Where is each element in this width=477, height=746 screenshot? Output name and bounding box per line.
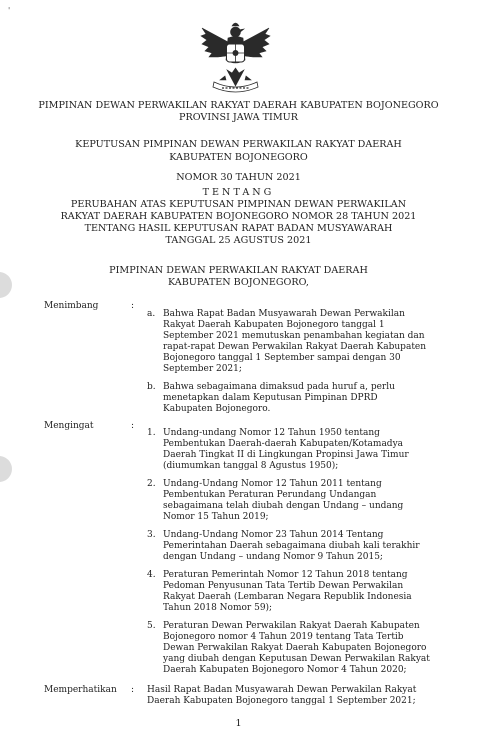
menimbang-marker-b: b. (147, 382, 156, 392)
menimbang-b-line-3: Kabupaten Bojonegoro. (163, 404, 271, 414)
menimbang-a-line-2: Rakyat Daerah Kabupaten Bojonegoro tanggal 1 (163, 320, 385, 330)
mengingat-4-line-1: Peraturan Pemerintah Nomor 12 Tahun 2018 tentang (163, 570, 408, 580)
mengingat-2-line-2: Pembentukan Peraturan Perundang Undangan (163, 490, 377, 500)
mengingat-1-line-1: Undang-undang Nomor 12 Tahun 1950 tentang (163, 428, 380, 438)
garuda-emblem-icon (198, 20, 273, 100)
mengingat-4-line-2: Pedoman Penyusunan Tata Tertib Dewan Perwakilan (163, 581, 404, 591)
menimbang-a-line-6: September 2021; (163, 364, 242, 374)
decree-title-line-1: KEPUTUSAN PIMPINAN DEWAN PERWAKILAN RAKYAT DAERAH (75, 139, 402, 150)
subject-line-3: TENTANG HASIL KEPUTUSAN RAPAT BADAN MUSYAWARAH (84, 223, 393, 234)
subject-line-2: RAKYAT DAERAH KABUPATEN BOJONEGORO NOMOR 28 TAHUN 2021 (60, 211, 417, 222)
decree-title-line-2: KABUPATEN BOJONEGORO (169, 152, 308, 163)
authority-line-1: PIMPINAN DEWAN PERWAKILAN RAKYAT DAERAH (109, 265, 368, 276)
memperhatikan-colon: : (131, 685, 135, 695)
mengingat-colon: : (131, 421, 135, 431)
decree-number: NOMOR 30 TAHUN 2021 (176, 172, 301, 183)
menimbang-a-line-1: Bahwa Rapat Badan Musyawarah Dewan Perwakilan (163, 309, 405, 319)
menimbang-a-line-5: Bojonegoro tanggal 1 September sampai dengan 30 (163, 353, 401, 363)
memperhatikan-line-2: Daerah Kabupaten Bojonegoro tanggal 1 September 2021; (147, 696, 416, 706)
mengingat-5-line-1: Peraturan Dewan Perwakilan Rakyat Daerah Kabupaten (163, 621, 420, 631)
mengingat-marker-2: 2. (147, 479, 156, 489)
mengingat-5-line-4: yang diubah dengan Keputusan Dewan Perwakilan Rakyat (163, 654, 430, 664)
subject-line-1: PERUBAHAN ATAS KEPUTUSAN PIMPINAN DEWAN PERWAKILAN (70, 199, 407, 210)
corner-mark: ' (8, 6, 11, 15)
mengingat-1-line-2: Pembentukan Daerah-daerah Kabupaten/Kotamadya (163, 439, 404, 449)
menimbang-a-line-3: September 2021 memutuskan penambahan kegiatan dan (163, 331, 425, 341)
menimbang-b-line-1: Bahwa sebagaimana dimaksud pada huruf a, perlu (163, 382, 395, 392)
menimbang-a-line-4: rapat-rapat Dewan Perwakilan Rakyat Daerah Kabupaten (163, 342, 427, 352)
mengingat-3-line-1: Undang-Undang Nomor 23 Tahun 2014 Tentang (163, 530, 384, 540)
menimbang-label: Menimbang (44, 301, 99, 311)
menimbang-b-line-2: menetapkan dalam Keputusan Pimpinan DPRD (163, 393, 378, 403)
memperhatikan-line-1: Hasil Rapat Badan Musyawarah Dewan Perwakilan Rakyat (147, 685, 417, 695)
mengingat-2-line-3: sebagaimana telah diubah dengan Undang – undang (163, 501, 404, 511)
punch-hole-icon (0, 456, 12, 482)
about-heading: TENTANG (202, 187, 275, 198)
page-number: 1 (235, 718, 242, 729)
mengingat-marker-5: 5. (147, 621, 156, 631)
mengingat-marker-3: 3. (147, 530, 156, 540)
mengingat-1-line-3: Daerah Tingkat II di Lingkungan Propinsi Jawa Timur (163, 450, 409, 460)
mengingat-label: Mengingat (44, 421, 94, 431)
mengingat-marker-4: 4. (147, 570, 156, 580)
mengingat-4-line-4: Tahun 2018 Nomor 59); (163, 603, 273, 613)
mengingat-4-line-3: Rakyat Daerah (Lembaran Negara Republik Indonesia (163, 592, 412, 602)
menimbang-marker-a: a. (147, 309, 156, 319)
institution-line-1: PIMPINAN DEWAN PERWAKILAN RAKYAT DAERAH KABUPATEN BOJONEGORO (38, 100, 439, 111)
mengingat-2-line-4: Nomor 15 Tahun 2019; (163, 512, 269, 522)
institution-line-2: PROVINSI JAWA TIMUR (179, 112, 298, 123)
memperhatikan-label: Memperhatikan (44, 685, 117, 695)
mengingat-1-line-4: (diumumkan tanggal 8 Agustus 1950); (163, 461, 339, 471)
mengingat-5-line-5: Daerah Kabupaten Bojonegoro Nomor 4 Tahun 2020; (163, 665, 407, 675)
mengingat-marker-1: 1. (147, 428, 156, 438)
mengingat-5-line-3: Dewan Perwakilan Rakyat Daerah Kabupaten Bojonegoro (163, 643, 427, 653)
mengingat-3-line-2: Pemerintahan Daerah sebagaimana diubah kali terakhir (163, 541, 420, 551)
subject-line-4: TANGGAL 25 AGUSTUS 2021 (165, 235, 312, 246)
mengingat-2-line-1: Undang-Undang Nomor 12 Tahun 2011 tentang (163, 479, 382, 489)
mengingat-3-line-3: dengan Undang – undang Nomor 9 Tahun 2015; (163, 552, 383, 562)
authority-line-2: KABUPATEN BOJONEGORO, (168, 277, 309, 288)
mengingat-5-line-2: Bojonegoro nomor 4 Tahun 2019 tentang Tata Tertib (163, 632, 404, 642)
menimbang-colon: : (131, 301, 135, 311)
